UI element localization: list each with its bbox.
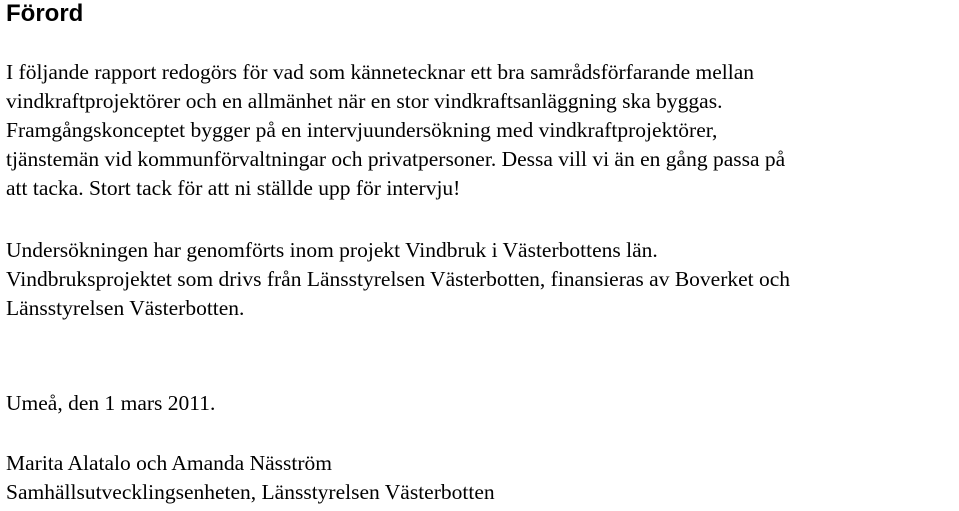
intro-line: att tacka. Stort tack för att ni ställde upp för intervju! (6, 176, 461, 200)
page-title: Förord (6, 0, 84, 27)
intro-line: Framgångskonceptet bygger på en intervjuundersökning med vindkraftprojektörer, (6, 118, 718, 142)
signature-names: Marita Alatalo och Amanda Näsström (6, 451, 333, 475)
intro-line: I följande rapport redogörs för vad som kännetecknar ett bra samrådsförfarande mellan (6, 60, 755, 84)
place-date: Umeå, den 1 mars 2011. (6, 391, 216, 415)
project-paragraph (6, 236, 956, 323)
signature-organization: Samhällsutvecklingsenheten, Länsstyrelsen Västerbotten (6, 480, 495, 504)
intro-line: tjänstemän vid kommunförvaltningar och privatpersoner. Dessa vill vi än en gång passa på (6, 147, 786, 171)
project-line: Vindbruksprojektet som drivs från Länsstyrelsen Västerbotten, finansieras av Boverket och (6, 267, 791, 291)
project-line: Länsstyrelsen Västerbotten. (6, 296, 245, 320)
intro-line: vindkraftprojektörer och en allmänhet när en stor vindkraftsanläggning ska byggas. (6, 89, 723, 113)
intro-paragraph (6, 58, 956, 203)
project-line: Undersökningen har genomförts inom projekt Vindbruk i Västerbottens län. (6, 238, 658, 262)
signature-block (6, 449, 956, 507)
